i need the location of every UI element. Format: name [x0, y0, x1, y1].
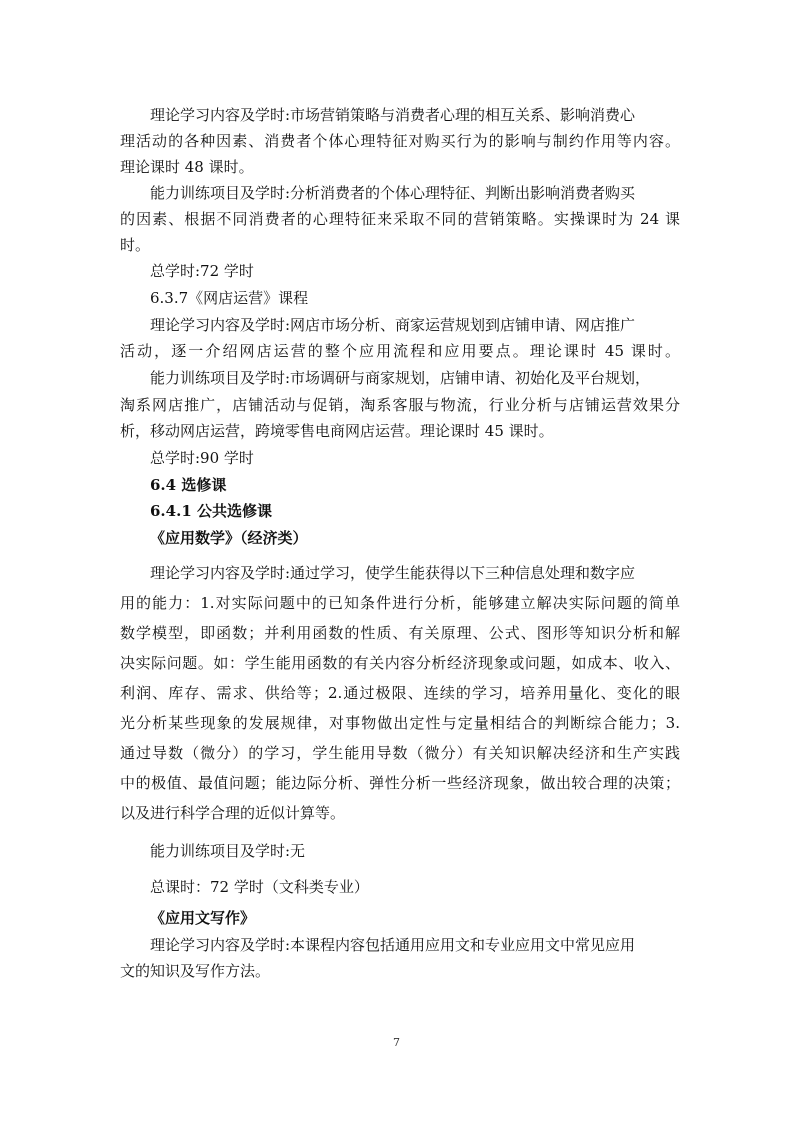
text-line: 总学时:72 学时 — [150, 262, 254, 280]
text-line: 光分析某些现象的发展规律，对事物做出定性与定量相结合的判断综合能力；3. — [120, 714, 680, 732]
text-line: 总学时:90 学时 — [150, 449, 254, 467]
text-line: 理论学习内容及学时:市场营销策略与消费者心理的相互关系、影响消费心 — [150, 106, 636, 124]
text-line: 理论学习内容及学时:本课程内容包括通用应用文和专业应用文中常见应用 — [150, 936, 636, 954]
text-line: 利润、库存、需求、供给等；2.通过极限、连续的学习，培养用量化、变化的眼 — [120, 684, 680, 702]
text-line: 中的极值、最值问题；能边际分析、弹性分析一些经济现象，做出较合理的决策； — [120, 774, 680, 792]
text-line: 以及进行科学合理的近似计算等。 — [120, 804, 346, 822]
text-line: 决实际问题。如：学生能用函数的有关内容分析经济现象或问题，如成本、收入、 — [120, 654, 680, 672]
section-heading: 6.3.7《网店运营》课程 — [150, 289, 309, 307]
course-title: 《应用数学》（经济类） — [150, 529, 308, 547]
text-line: 的因素、根据不同消费者的心理特征来采取不同的营销策略。实操课时为 24 课 — [120, 210, 680, 228]
text-line: 用的能力：1.对实际问题中的已知条件进行分析，能够建立解决实际问题的简单 — [120, 594, 680, 612]
course-title: 《应用文写作》 — [150, 909, 256, 927]
section-heading: 6.4 选修课 — [150, 476, 227, 494]
text-line: 通过导数（微分）的学习，学生能用导数（微分）有关知识解决经济和生产实践 — [120, 744, 680, 762]
text-line: 能力训练项目及学时:分析消费者的个体心理特征、判断出影响消费者购买 — [150, 184, 636, 202]
text-line: 活动，逐一介绍网店运营的整个应用流程和应用要点。理论课时 45 课时。 — [120, 342, 680, 360]
text-line: 理论课时 48 课时。 — [120, 158, 254, 176]
text-line: 理论学习内容及学时:通过学习，使学生能获得以下三种信息处理和数字应 — [150, 564, 636, 582]
text-line: 理论学习内容及学时:网店市场分析、商家运营规划到店铺申请、网店推广 — [150, 316, 636, 334]
page-number: 7 — [393, 1036, 400, 1049]
text-line: 析，移动网店运营，跨境零售电商网店运营。理论课时 45 课时。 — [120, 422, 554, 440]
text-line: 能力训练项目及学时:无 — [150, 842, 306, 860]
text-line: 文的知识及写作方法。 — [120, 962, 271, 980]
section-heading: 6.4.1 公共选修课 — [150, 502, 272, 520]
text-line: 理活动的各种因素、消费者个体心理特征对购买行为的影响与制约作用等内容。 — [120, 132, 680, 150]
text-line: 数学模型，即函数；并利用函数的性质、有关原理、公式、图形等知识分析和解 — [120, 624, 680, 642]
text-line: 时。 — [120, 236, 151, 254]
text-line: 能力训练项目及学时:市场调研与商家规划，店铺申请、初始化及平台规划， — [150, 369, 651, 387]
text-line: 淘系网店推广，店铺活动与促销，淘系客服与物流，行业分析与店铺运营效果分 — [120, 396, 680, 414]
text-line: 总课时：72 学时（文科类专业） — [150, 878, 369, 896]
